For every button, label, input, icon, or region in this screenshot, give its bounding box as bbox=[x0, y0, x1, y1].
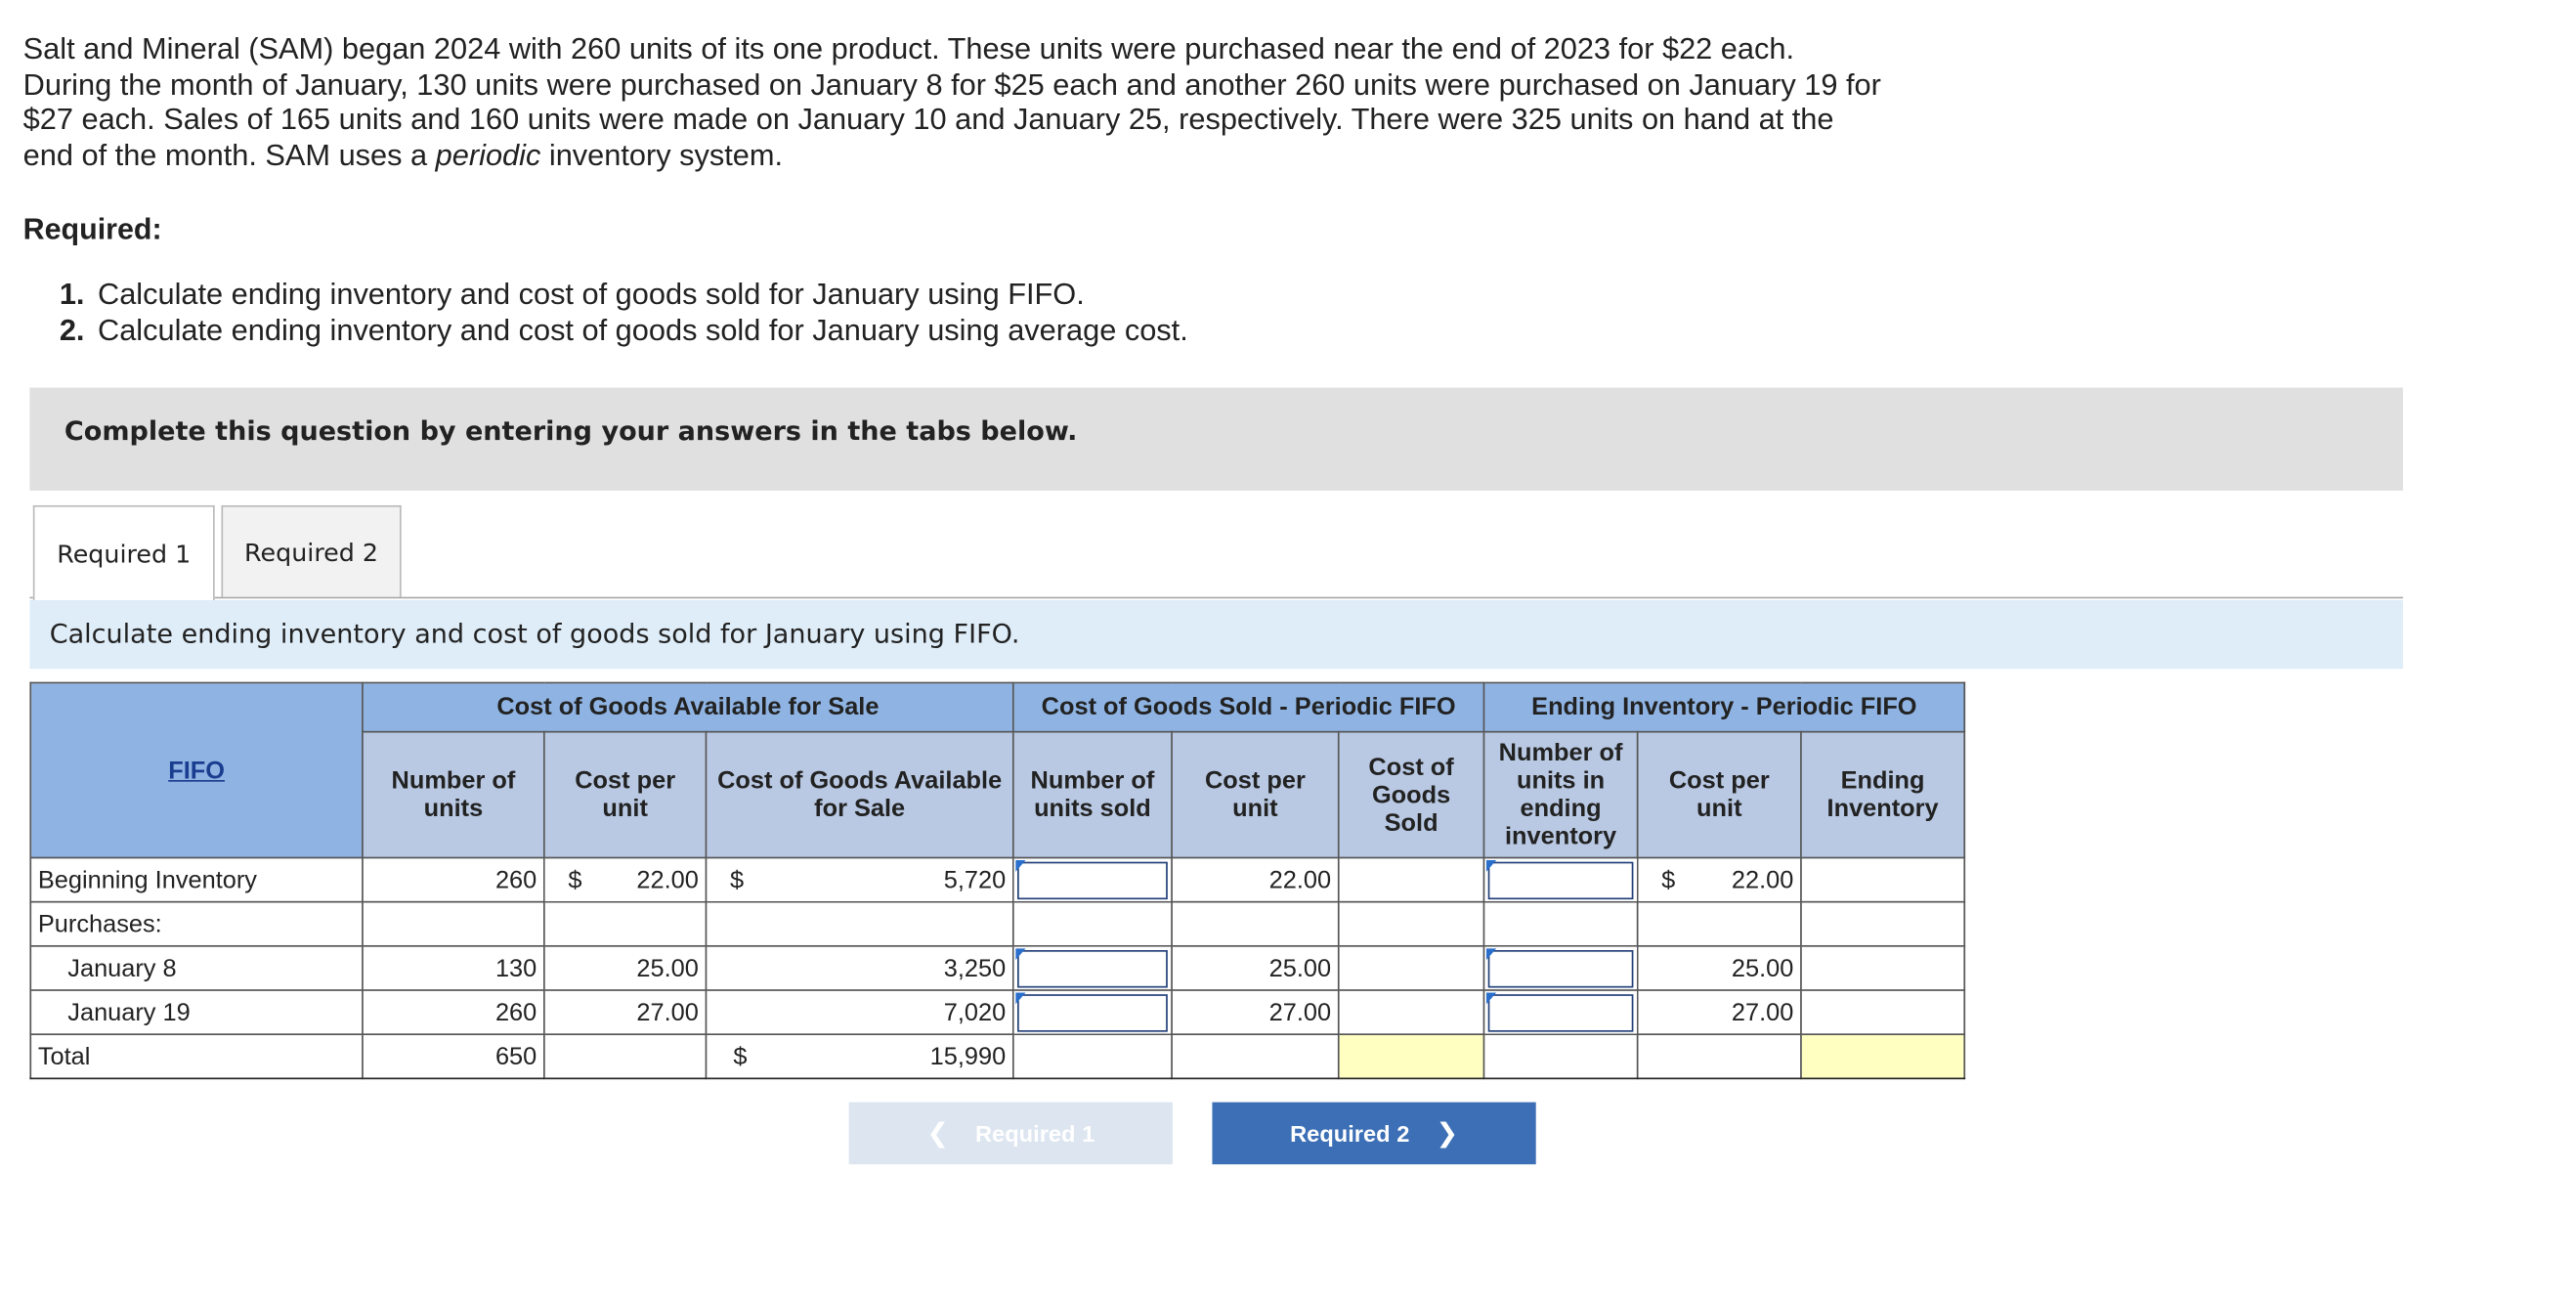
tab-required-1[interactable]: Required 1 bbox=[33, 505, 215, 600]
fifo-table bbox=[29, 682, 1965, 1080]
row-label: Purchases: bbox=[30, 902, 363, 946]
units-sold-input[interactable] bbox=[1017, 993, 1168, 1030]
units-sold-input[interactable] bbox=[1017, 949, 1168, 986]
prev-tab-button[interactable] bbox=[849, 1103, 1173, 1165]
total-available-value: 15,990 bbox=[929, 1042, 1007, 1070]
total-value: 5,720 bbox=[943, 865, 1007, 894]
required-item-text: Calculate ending inventory and cost of goods sold for January using FIFO. bbox=[98, 278, 1085, 311]
total-cell: 3,250 bbox=[706, 946, 1012, 990]
empty-cell bbox=[544, 1034, 707, 1078]
input-flag-icon bbox=[1486, 860, 1496, 872]
row-label: January 19 bbox=[30, 990, 363, 1034]
currency-symbol: $ bbox=[568, 865, 582, 894]
tab-instruction bbox=[29, 600, 2403, 669]
units-sold-cell bbox=[1013, 857, 1172, 901]
empty-cell bbox=[1013, 902, 1172, 946]
ending-cost-cell: 25.00 bbox=[1638, 946, 1801, 990]
required-item-number: 1. bbox=[59, 278, 85, 311]
ending-inventory-cell bbox=[1801, 990, 1964, 1034]
input-flag-icon bbox=[1015, 860, 1025, 872]
problem-emphasis: periodic bbox=[435, 138, 541, 172]
units-ending-input[interactable] bbox=[1488, 949, 1634, 986]
group-header-cogs: Cost of Goods Sold - Periodic FIFO bbox=[1013, 682, 1484, 731]
units-sold-cell bbox=[1013, 946, 1172, 990]
cogs-cell bbox=[1339, 857, 1484, 901]
chevron-left-icon: ❮ bbox=[926, 1120, 949, 1149]
empty-cell bbox=[1483, 902, 1637, 946]
table-row bbox=[30, 857, 1964, 901]
ending-inventory-cell bbox=[1801, 946, 1964, 990]
units-cell: 260 bbox=[363, 857, 544, 901]
tab-instruction-text: Calculate ending inventory and cost of goods sold for January using FIFO. bbox=[49, 618, 1020, 650]
next-tab-button[interactable] bbox=[1212, 1103, 1535, 1165]
required-item bbox=[60, 314, 1188, 349]
row-label: January 8 bbox=[30, 946, 363, 990]
problem-statement bbox=[23, 32, 1890, 174]
group-header-available: Cost of Goods Available for Sale bbox=[363, 682, 1013, 731]
ending-inventory-cell bbox=[1801, 857, 1964, 901]
required-item-number: 2. bbox=[59, 313, 85, 346]
ending-cost-cell: 27.00 bbox=[1638, 990, 1801, 1034]
units-total-cell: 650 bbox=[363, 1034, 544, 1078]
table-row bbox=[30, 990, 1964, 1034]
units-ending-cell bbox=[1483, 946, 1637, 990]
empty-cell bbox=[1013, 1034, 1172, 1078]
empty-cell bbox=[1638, 902, 1801, 946]
empty-cell bbox=[1483, 1034, 1637, 1078]
table-row-total bbox=[30, 1034, 1964, 1078]
empty-cell bbox=[1172, 902, 1339, 946]
empty-cell bbox=[1172, 1034, 1339, 1078]
table-row bbox=[30, 946, 1964, 990]
total-cell: 7,020 bbox=[706, 990, 1012, 1034]
total-cell bbox=[706, 857, 1012, 901]
col-header-units-sold: Number of units sold bbox=[1013, 732, 1172, 858]
col-header-cogs: Cost of Goods Sold bbox=[1339, 732, 1484, 858]
input-flag-icon bbox=[1486, 948, 1496, 960]
cost-cell: 27.00 bbox=[544, 990, 707, 1034]
cost-cell: 25.00 bbox=[544, 946, 707, 990]
empty-cell bbox=[1638, 1034, 1801, 1078]
units-sold-cell bbox=[1013, 990, 1172, 1034]
empty-cell bbox=[1801, 902, 1964, 946]
units-ending-input[interactable] bbox=[1488, 861, 1634, 898]
ending-cost-value: 22.00 bbox=[1731, 865, 1794, 894]
empty-cell bbox=[706, 902, 1012, 946]
problem-text: Salt and Mineral (SAM) began 2024 with 260 units of its one product. These units were purchased near the end of 2023 for $22 each. During the month of January, 130 units were purchased on January 8 for $25 each and another 260 units were purchased on January 19 for $27 each. Sales of 165 units and 160 units were made on January 10 and January 25, respectively. There were 325 units on hand at the end of the month. SAM uses a bbox=[22, 32, 1881, 172]
input-flag-icon bbox=[1486, 993, 1496, 1005]
required-item-text: Calculate ending inventory and cost of goods sold for January using average cost. bbox=[98, 313, 1188, 346]
cost-value: 22.00 bbox=[636, 865, 699, 894]
input-flag-icon bbox=[1015, 948, 1025, 960]
instructions-banner bbox=[29, 388, 2403, 491]
empty-cell bbox=[1339, 902, 1484, 946]
col-header-cost-per-unit: Cost per unit bbox=[544, 732, 707, 858]
col-header-cost-per-unit-ending: Cost per unit bbox=[1638, 732, 1801, 858]
units-ending-input[interactable] bbox=[1488, 993, 1634, 1030]
empty-cell bbox=[363, 902, 544, 946]
input-flag-icon bbox=[1015, 993, 1025, 1005]
required-item bbox=[60, 278, 1188, 313]
required-heading: Required: bbox=[22, 212, 162, 245]
currency-symbol: $ bbox=[729, 865, 745, 894]
tab-divider bbox=[29, 597, 2403, 599]
units-sold-input[interactable] bbox=[1017, 861, 1168, 898]
total-available-cell bbox=[706, 1034, 1012, 1078]
col-header-cost-per-unit-sold: Cost per unit bbox=[1172, 732, 1339, 858]
row-label: Beginning Inventory bbox=[30, 857, 363, 901]
fifo-link[interactable]: FIFO bbox=[168, 756, 225, 785]
col-header-units-ending: Number of units in ending inventory bbox=[1483, 732, 1637, 858]
empty-cell bbox=[544, 902, 707, 946]
cogs-cell bbox=[1339, 946, 1484, 990]
units-cell: 260 bbox=[363, 990, 544, 1034]
problem-text-end: inventory system. bbox=[540, 138, 784, 172]
table-row bbox=[30, 902, 1964, 946]
chevron-right-icon: ❯ bbox=[1436, 1120, 1459, 1149]
cost-cell bbox=[544, 857, 707, 901]
ending-cost-cell bbox=[1638, 857, 1801, 901]
units-ending-cell bbox=[1483, 990, 1637, 1034]
fifo-corner-header bbox=[30, 682, 363, 857]
tab-required-2[interactable]: Required 2 bbox=[221, 505, 401, 597]
col-header-cost-available: Cost of Goods Available for Sale bbox=[706, 732, 1012, 858]
currency-symbol: $ bbox=[733, 1042, 748, 1070]
currency-symbol: $ bbox=[1661, 865, 1676, 894]
ending-inventory-total-cell bbox=[1801, 1034, 1964, 1078]
sold-cost-cell: 27.00 bbox=[1172, 990, 1339, 1034]
prev-button-label: Required 1 bbox=[974, 1120, 1095, 1147]
units-ending-cell bbox=[1483, 857, 1637, 901]
required-list bbox=[60, 278, 1188, 348]
col-header-units: Number of units bbox=[363, 732, 544, 858]
group-header-ending: Ending Inventory - Periodic FIFO bbox=[1483, 682, 1964, 731]
sold-cost-cell: 22.00 bbox=[1172, 857, 1339, 901]
cogs-total-cell bbox=[1339, 1034, 1484, 1078]
banner-text: Complete this question by entering your answers in the tabs below. bbox=[64, 414, 1078, 447]
row-label: Total bbox=[30, 1034, 363, 1078]
sold-cost-cell: 25.00 bbox=[1172, 946, 1339, 990]
next-button-label: Required 2 bbox=[1290, 1120, 1410, 1147]
cogs-cell bbox=[1339, 990, 1484, 1034]
col-header-ending-inventory: Ending Inventory bbox=[1801, 732, 1964, 858]
units-cell: 130 bbox=[363, 946, 544, 990]
